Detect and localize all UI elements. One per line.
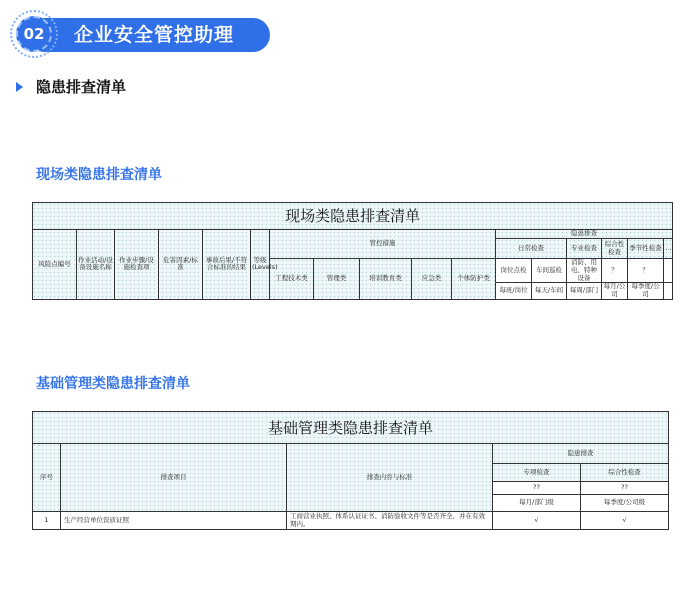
freq-post: 每班/岗位 bbox=[496, 283, 532, 300]
check-extra: … bbox=[664, 239, 673, 259]
daily-workshop: 车间巡检 bbox=[532, 259, 567, 283]
col-check: 隐患排查 bbox=[496, 230, 673, 239]
banner-number: 02 bbox=[16, 16, 52, 52]
measure-training: 培训教育类 bbox=[360, 259, 412, 300]
banner-title: 企业安全管控助理 bbox=[74, 24, 235, 46]
row-no: 1 bbox=[33, 512, 61, 530]
freq-quarterly: 每季度/公司 bbox=[628, 283, 664, 300]
col-item: 排查项目 bbox=[61, 444, 287, 512]
col-level: 等级(Levels) bbox=[251, 230, 270, 300]
col-hazard: 危害因素/标准 bbox=[159, 230, 203, 300]
comp-question: ?? bbox=[581, 482, 669, 495]
col-risk-point: 风险点编号 bbox=[33, 230, 77, 300]
site-checklist-table bbox=[32, 202, 673, 300]
freq-monthly: 每月/公司 bbox=[602, 283, 628, 300]
col-check: 隐患排查 bbox=[493, 444, 669, 464]
col-steps: 作业步骤/设施检查项 bbox=[115, 230, 159, 300]
measure-ppe: 个体防护类 bbox=[452, 259, 496, 300]
basic-subtitle: 基础管理类隐患排查清单 bbox=[36, 376, 190, 392]
check-seasonal: 季节性检查 bbox=[628, 239, 664, 259]
site-subtitle: 现场类隐患排查清单 bbox=[36, 167, 162, 183]
comp-frequency: 每季度/公司级 bbox=[581, 495, 669, 512]
measure-management: 管理类 bbox=[314, 259, 360, 300]
measure-emergency: 应急类 bbox=[412, 259, 452, 300]
col-no: 序号 bbox=[33, 444, 61, 512]
freq-department: 每周/部门 bbox=[567, 283, 602, 300]
check-special: 专项检查 bbox=[493, 464, 581, 482]
special-items: 消防、用电、特种设备 bbox=[567, 259, 602, 283]
special-question: ?? bbox=[493, 482, 581, 495]
comp-question: ？ bbox=[602, 259, 628, 283]
measure-engineering: 工程技术类 bbox=[270, 259, 314, 300]
basic-table-title: 基础管理类隐患排查清单 bbox=[33, 412, 669, 444]
col-activity: 作业活动/设备设施名称 bbox=[77, 230, 115, 300]
check-comprehensive: 综合性检查 bbox=[602, 239, 628, 259]
row-content: 工商营业执照、体系认证证书、消防验收文件等是否齐全、并在有效期内。 bbox=[287, 512, 493, 530]
special-frequency: 每月/部门级 bbox=[493, 495, 581, 512]
check-daily: 日常检查 bbox=[496, 239, 567, 259]
freq-workshop: 每天/车间 bbox=[532, 283, 567, 300]
col-content: 排查内容与标准 bbox=[287, 444, 493, 512]
header-banner bbox=[10, 14, 260, 54]
row-item: 生产经营单位资质证照 bbox=[61, 512, 287, 530]
check-special: 专业检查 bbox=[567, 239, 602, 259]
triangle-icon bbox=[16, 82, 23, 92]
daily-post: 岗位点检 bbox=[496, 259, 532, 283]
site-table-title: 现场类隐患排查清单 bbox=[33, 203, 673, 230]
basic-checklist-table bbox=[32, 411, 669, 530]
section-title: 隐患排查清单 bbox=[36, 78, 127, 96]
row-comp-check: √ bbox=[581, 512, 669, 530]
check-comprehensive: 综合性检查 bbox=[581, 464, 669, 482]
seasonal-question: ？ bbox=[628, 259, 664, 283]
col-consequence: 事故后果/不符合标准的结果 bbox=[203, 230, 251, 300]
row-special-check: √ bbox=[493, 512, 581, 530]
col-measures: 管控措施 bbox=[270, 230, 496, 259]
